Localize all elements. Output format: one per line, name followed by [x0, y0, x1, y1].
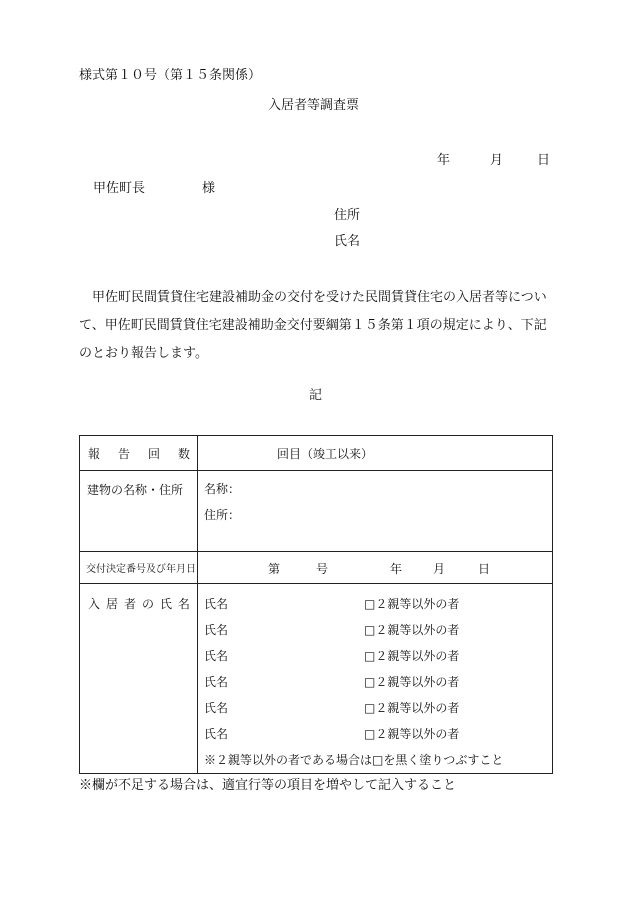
- grant-go: 号: [316, 562, 329, 576]
- grant-year: 年: [390, 562, 403, 576]
- resident-name-label: 氏名: [204, 597, 229, 611]
- grant-label: 交付決定番号及び年月日: [86, 564, 196, 575]
- building-label-cell: [80, 471, 198, 552]
- second-degree-checkbox[interactable]: □２親等以外の者: [364, 701, 460, 715]
- building-label: 建物の名称・住所: [87, 483, 184, 497]
- label-char: の: [141, 597, 154, 611]
- addressee-name: 甲佐町長: [93, 181, 146, 196]
- grant-dai: 第: [268, 562, 281, 576]
- label-char: 回: [147, 446, 160, 461]
- grant-day: 日: [478, 562, 491, 576]
- resident-name-label: 氏名: [204, 675, 229, 689]
- ki-heading: 記: [309, 388, 323, 403]
- resident-line[interactable]: [204, 695, 552, 721]
- grant-label-cell: [80, 552, 198, 584]
- grant-month: 月: [433, 562, 446, 576]
- report-count-suffix: 回目（竣工以来）: [277, 446, 374, 461]
- grant-row: [80, 552, 553, 584]
- resident-line[interactable]: [204, 591, 552, 617]
- label-char: 数: [177, 446, 190, 461]
- second-degree-checkbox[interactable]: □２親等以外の者: [364, 649, 460, 663]
- date-day-label: 日: [537, 153, 551, 168]
- addressee-honorific: 様: [202, 181, 216, 196]
- residents-field: [198, 584, 553, 774]
- report-count-label: [80, 436, 198, 471]
- residents-row: [80, 584, 553, 774]
- label-char: 氏: [159, 597, 172, 611]
- second-degree-checkbox[interactable]: □２親等以外の者: [364, 597, 460, 611]
- label-char: 者: [123, 597, 136, 611]
- date-year-label: 年: [437, 153, 451, 168]
- footer-note: ※欄が不足する場合は、適宜行等の項目を増やして記入すること: [79, 778, 457, 793]
- label-char: 入: [88, 597, 101, 611]
- building-address-label: 住所：: [204, 508, 241, 522]
- residents-label-cell: [80, 584, 198, 774]
- second-degree-checkbox[interactable]: □２親等以外の者: [364, 623, 460, 637]
- label-char: 報: [88, 446, 101, 461]
- second-degree-checkbox[interactable]: □２親等以外の者: [364, 675, 460, 689]
- label-char: 名: [177, 597, 190, 611]
- resident-line[interactable]: [204, 617, 552, 643]
- residents-note: ※２親等以外の者である場合は□を黒く塗りつぶすこと: [204, 753, 504, 767]
- resident-name-label: 氏名: [204, 701, 229, 715]
- form-number: 様式第１０号（第１５条関係）: [79, 68, 262, 83]
- grant-field[interactable]: [198, 552, 553, 584]
- resident-line[interactable]: [204, 721, 552, 747]
- label-char: 告: [117, 446, 130, 461]
- applicant-address-label: 住所: [334, 208, 361, 223]
- label-char: 居: [105, 597, 118, 611]
- document-title: 入居者等調査票: [268, 98, 360, 113]
- building-field[interactable]: [198, 471, 553, 552]
- report-count-field[interactable]: [198, 436, 553, 471]
- body-paragraph: 甲佐町民間賃貸住宅建設補助金の交付を受けた民間賃貸住宅の入居者等について、甲佐町民間賃貸住宅建設補助金交付要綱第１５条第１項の規定により、下記のとおり報告します。: [79, 290, 547, 361]
- report-table: [79, 435, 553, 774]
- resident-name-label: 氏名: [204, 623, 229, 637]
- resident-line[interactable]: [204, 669, 552, 695]
- resident-line[interactable]: [204, 643, 552, 669]
- report-count-row: [80, 436, 553, 471]
- applicant-name-label: 氏名: [334, 234, 361, 249]
- building-name-label: 名称：: [204, 482, 241, 496]
- second-degree-checkbox[interactable]: □２親等以外の者: [364, 727, 460, 741]
- resident-name-label: 氏名: [204, 727, 229, 741]
- resident-name-label: 氏名: [204, 649, 229, 663]
- building-row: [80, 471, 553, 552]
- date-month-label: 月: [490, 153, 504, 168]
